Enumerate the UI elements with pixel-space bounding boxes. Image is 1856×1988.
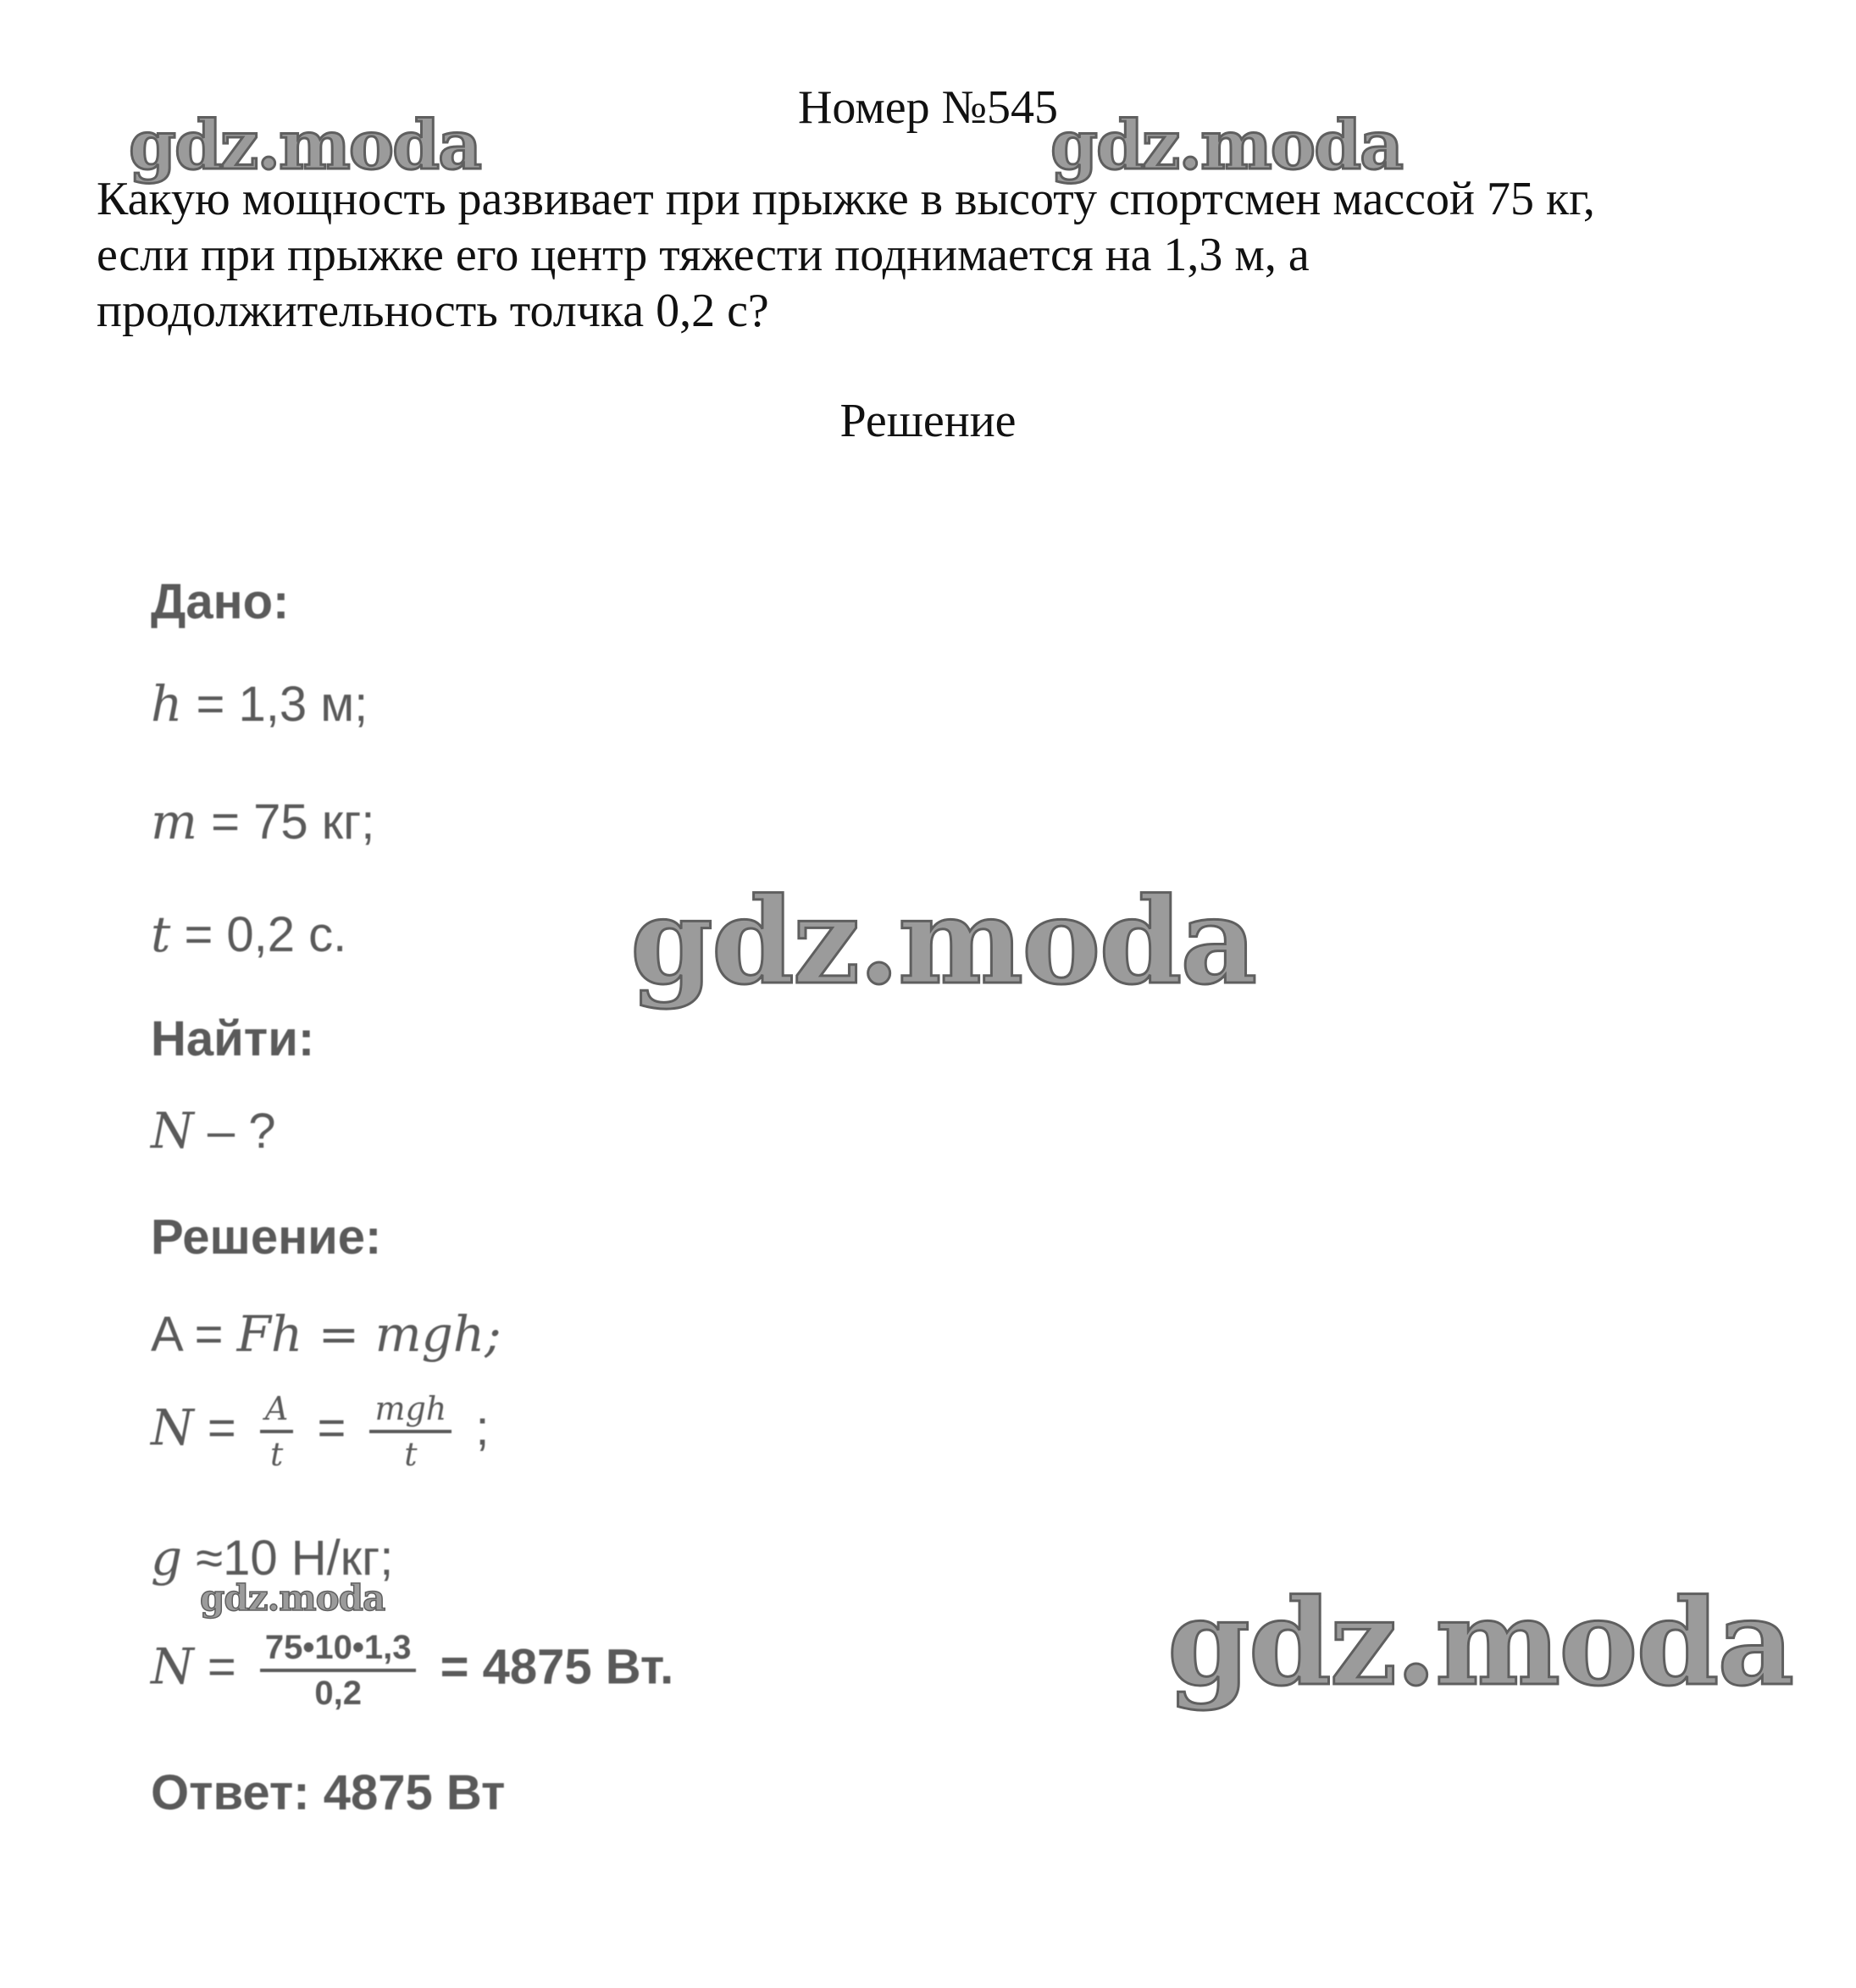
solution-heading: Решение — [839, 395, 1017, 447]
problem-statement — [97, 171, 1774, 339]
find-label: Найти: — [151, 1011, 315, 1066]
power-formula — [151, 1389, 490, 1474]
work-formula — [151, 1304, 501, 1365]
calculation-fraction — [260, 1628, 417, 1713]
equals-sign: = — [207, 1400, 236, 1456]
equals-sign: = — [317, 1400, 346, 1456]
work-prefix: A = — [151, 1307, 224, 1362]
value-g: ≈10 Н/кг; — [196, 1531, 394, 1586]
variable-t: t — [151, 905, 171, 963]
watermark: gdz.moda — [630, 872, 1256, 1011]
find-question: – ? — [207, 1104, 276, 1159]
given-label: Дано: — [151, 574, 290, 629]
given-t — [151, 905, 346, 965]
fraction-denominator: 0,2 — [314, 1675, 362, 1712]
solve-label: Решение: — [151, 1210, 382, 1265]
fraction-a-over-t — [260, 1389, 293, 1474]
watermark: gdz.moda — [200, 1577, 385, 1619]
work-expression: Fh = mgh; — [236, 1305, 501, 1363]
fraction-numerator: 75•10•1,3 — [260, 1628, 417, 1672]
watermark: gdz.moda — [129, 105, 480, 185]
value-h: = 1,3 м; — [196, 677, 368, 732]
given-m — [151, 792, 374, 852]
fraction-numerator: A — [260, 1389, 293, 1433]
find-quantity — [151, 1101, 276, 1161]
watermark: gdz.moda — [1050, 105, 1402, 185]
problem-line: продолжительность толчка 0,2 с? — [97, 285, 769, 337]
semicolon: ; — [475, 1400, 490, 1456]
page-title: Номер №545 — [797, 81, 1059, 134]
value-t: = 0,2 с. — [184, 907, 347, 962]
fraction-denominator: t — [269, 1436, 284, 1473]
fraction-denominator: t — [404, 1436, 418, 1473]
variable-m: m — [151, 793, 197, 850]
fraction-numerator: mgh — [369, 1389, 452, 1433]
given-h — [151, 674, 368, 734]
value-m: = 75 кг; — [211, 795, 375, 850]
problem-line: Какую мощность развивает при прыжке в высоту спортсмен массой 75 кг, — [97, 173, 1595, 225]
answer: Ответ: 4875 Вт — [151, 1765, 506, 1820]
variable-h: h — [151, 675, 183, 733]
variable-n: N — [151, 1637, 194, 1696]
watermark: gdz.moda — [1167, 1574, 1793, 1713]
fraction-mgh-over-t — [369, 1389, 452, 1474]
calculation-result: = 4875 Вт. — [440, 1639, 674, 1695]
variable-n: N — [151, 1398, 194, 1457]
variable-g: g — [151, 1529, 183, 1587]
problem-line: если при прыжке его центр тяжести поднимается на 1,3 м, а — [97, 229, 1310, 281]
power-calculation — [151, 1628, 673, 1713]
equals-sign: = — [207, 1639, 236, 1695]
variable-n: N — [151, 1102, 194, 1160]
